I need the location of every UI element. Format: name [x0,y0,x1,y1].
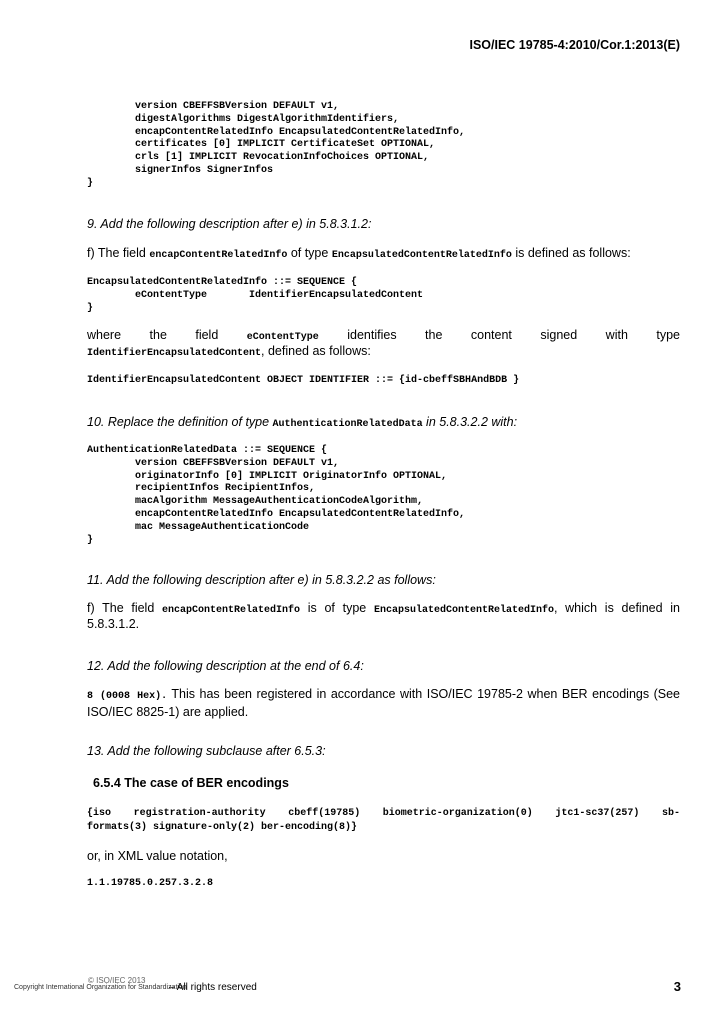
text: in 5.8.3.2.2 with: [422,415,518,429]
text: 10. Replace the definition of type [87,415,273,429]
code-line: encapContentRelatedInfo EncapsulatedContentRelatedInfo, [87,508,466,520]
field-name: encapContentRelatedInfo [149,250,288,261]
text: of type [287,246,332,260]
field-name: encapContentRelatedInfo [162,605,301,616]
item-10-heading [87,415,517,430]
authentication-code-block [87,445,465,547]
page-number: 3 [673,979,681,994]
code-line: } [87,534,94,546]
xml-value: 1.1.19785.0.257.3.2.8 [87,878,214,889]
signed-data-code-block [87,101,465,191]
text: is defined as follows: [511,246,631,260]
code-line: crls [1] IMPLICIT RevocationInfoChoices OPTIONAL, [87,152,430,164]
item-11-paragraph-line1 [87,601,680,619]
item-12-paragraph [87,687,680,720]
text: , defined as follows: [261,344,371,358]
encapsulated-content-code-block [87,277,423,315]
code-line: AuthenticationRelatedData ::= SEQUENCE { [87,445,328,456]
xml-notation-text: or, in XML value notation, [87,849,228,863]
code-line: digestAlgorithms DigestAlgorithmIdentifiers, [87,113,400,125]
type-name: EncapsulatedContentRelatedInfo [373,605,554,616]
code-line: encapContentRelatedInfo EncapsulatedContentRelatedInfo, [87,126,466,138]
text: where the field [87,328,247,342]
code-line: originatorInfo [0] IMPLICIT OriginatorInfo OPTIONAL, [87,470,448,482]
where-paragraph-line1 [87,328,680,346]
type-name: EncapsulatedContentRelatedInfo [331,250,512,261]
text: f) The field [87,601,162,615]
code-value: 8 (0008 Hex). [87,691,168,702]
code-line: version CBEFFSBVersion DEFAULT v1, [87,457,340,469]
footer-copyright: Copyright International Organization for Standardization [14,984,187,991]
code-line: certificates [0] IMPLICIT CertificateSet OPTIONAL, [87,139,436,151]
identifier-definition: IdentifierEncapsulatedContent OBJECT IDENTIFIER ::= {id-cbeffSBHAndBDB } [87,375,520,386]
subclause-heading: 6.5.4 The case of BER encodings [93,776,289,790]
code-line: } [87,177,94,189]
code-line: EncapsulatedContentRelatedInfo ::= SEQUENCE { [87,277,358,288]
item-11-heading: 11. Add the following description after e) in 5.8.3.2.2 as follows: [87,573,436,587]
item-9-heading: 9. Add the following description after e) in 5.8.3.1.2: [87,217,372,231]
code-line: signerInfos SignerInfos [87,164,274,176]
oid-line-2: formats(3) signature-only(2) ber-encoding(8)} [87,822,358,833]
item-9-paragraph [87,246,680,264]
type-name: AuthenticationRelatedData [272,419,423,430]
document-header: ISO/IEC 19785-4:2010/Cor.1:2013(E) [469,38,680,52]
type-name: IdentifierEncapsulatedContent [87,348,262,359]
code-line: macAlgorithm MessageAuthenticationCodeAlgorithm, [87,496,424,508]
text: , which is defined in [553,601,680,615]
code-line: recipientInfos RecipientInfos, [87,483,316,495]
code-line: version CBEFFSBVersion DEFAULT v1, [87,101,340,112]
item-12-heading: 12. Add the following description at the end of 6.4: [87,659,364,673]
text: identifies the content signed with type [318,328,680,342]
item-11-paragraph-line2: 5.8.3.1.2. [87,617,140,631]
field-name: eContentType [246,332,319,343]
text: f) The field [87,246,150,260]
item-13-heading: 13. Add the following subclause after 6.5.3: [87,744,326,758]
oid-line-1: {iso registration-authority cbeff(19785) biometric-organization(0) jtc1-sc37(257) sb- [87,808,680,819]
text: is of type [300,601,374,615]
text: This has been registered in accordance with ISO/IEC 19785-2 when BER encodings (See ISO/IEC 8825-1) are applied. [87,687,681,719]
code-line: eContentType IdentifierEncapsulatedContent [87,289,424,301]
code-line: } [87,302,94,314]
code-line: mac MessageAuthenticationCode [87,521,310,533]
footer-iso-year: © ISO/IEC 2013 [88,976,146,985]
footer-rights: – All rights reserved [169,982,257,993]
where-paragraph-line2 [87,344,680,362]
